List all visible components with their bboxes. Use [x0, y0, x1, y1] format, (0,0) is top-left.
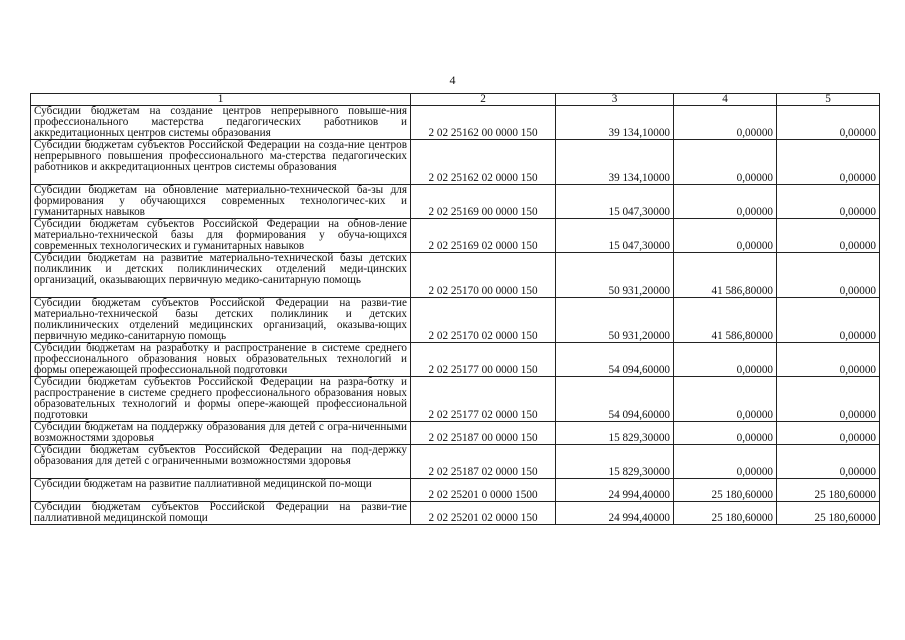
row-budget-code: 2 02 25170 00 0000 150 — [411, 253, 556, 298]
row-value-col5: 0,00000 — [777, 445, 880, 479]
row-budget-code: 2 02 25187 02 0000 150 — [411, 445, 556, 479]
row-description: Субсидии бюджетам субъектов Российской Федерации на созда-ние центров непрерывного повышения профессионального ма-стерства педагогических работников и аккредитационных центров системы образования — [31, 140, 411, 185]
row-value-col5: 0,00000 — [777, 106, 880, 140]
row-budget-code: 2 02 25177 02 0000 150 — [411, 377, 556, 422]
row-value-col5: 0,00000 — [777, 185, 880, 219]
row-value-col4: 0,00000 — [674, 185, 777, 219]
row-budget-code: 2 02 25201 0 0000 1500 — [411, 479, 556, 502]
row-description: Субсидии бюджетам на создание центров непрерывного повыше-ния профессионального мастерства педагогических работников и аккредитационных центров системы образования — [31, 106, 411, 140]
row-value-col4: 41 586,80000 — [674, 298, 777, 343]
row-value-col3: 15 829,30000 — [556, 445, 674, 479]
column-header-3: 3 — [556, 94, 674, 106]
row-description: Субсидии бюджетам субъектов Российской Федерации на обнов-ление материально-технической базы для формирования у обуча-ющихся современных технологических и гуманитарных навыков — [31, 219, 411, 253]
row-value-col5: 0,00000 — [777, 422, 880, 445]
column-header-4: 4 — [674, 94, 777, 106]
table-row — [31, 502, 880, 525]
row-value-col4: 25 180,60000 — [674, 502, 777, 525]
table-row — [31, 140, 880, 185]
row-description: Субсидии бюджетам субъектов Российской Федерации на разви-тие материально-технической базы детских поликлиник и детских поликлинических отделений медицинских организаций, оказыва-ющих первичную медико-санитарную помощь — [31, 298, 411, 343]
row-value-col4: 41 586,80000 — [674, 253, 777, 298]
row-value-col4: 0,00000 — [674, 106, 777, 140]
row-budget-code: 2 02 25187 00 0000 150 — [411, 422, 556, 445]
table-header-row — [31, 94, 880, 106]
table-row — [31, 422, 880, 445]
row-value-col3: 54 094,60000 — [556, 343, 674, 377]
row-value-col5: 25 180,60000 — [777, 502, 880, 525]
column-header-5: 5 — [777, 94, 880, 106]
row-value-col5: 0,00000 — [777, 219, 880, 253]
row-value-col3: 24 994,40000 — [556, 479, 674, 502]
row-value-col5: 0,00000 — [777, 298, 880, 343]
row-description: Субсидии бюджетам на развитие материально-технической базы детских поликлиник и детских поликлинических отделений меди-цинских организаций, оказывающих первичную медико-санитарную помощь — [31, 253, 411, 298]
row-value-col3: 54 094,60000 — [556, 377, 674, 422]
row-value-col5: 0,00000 — [777, 343, 880, 377]
table-row — [31, 377, 880, 422]
row-description: Субсидии бюджетам на развитие паллиативной медицинской по-мощи — [31, 479, 411, 502]
table-row — [31, 445, 880, 479]
row-value-col4: 0,00000 — [674, 422, 777, 445]
row-value-col5: 0,00000 — [777, 377, 880, 422]
row-value-col3: 15 047,30000 — [556, 219, 674, 253]
row-value-col3: 15 829,30000 — [556, 422, 674, 445]
table-row — [31, 253, 880, 298]
row-description: Субсидии бюджетам на поддержку образования для детей с огра-ниченными возможностями здоровья — [31, 422, 411, 445]
page-number: 4 — [449, 73, 456, 87]
row-value-col3: 50 931,20000 — [556, 298, 674, 343]
row-value-col3: 24 994,40000 — [556, 502, 674, 525]
row-budget-code: 2 02 25162 00 0000 150 — [411, 106, 556, 140]
column-header-1: 1 — [31, 94, 411, 106]
row-description: Субсидии бюджетам на разработку и распространение в системе среднего профессионального образования новых образовательных технологий и формы опережающей профессиональной подготовки — [31, 343, 411, 377]
budget-table — [30, 93, 880, 525]
row-value-col3: 39 134,10000 — [556, 140, 674, 185]
row-value-col3: 50 931,20000 — [556, 253, 674, 298]
column-header-2: 2 — [411, 94, 556, 106]
row-value-col4: 0,00000 — [674, 140, 777, 185]
row-value-col4: 25 180,60000 — [674, 479, 777, 502]
row-value-col4: 0,00000 — [674, 445, 777, 479]
table-row — [31, 298, 880, 343]
row-description: Субсидии бюджетам субъектов Российской Федерации на разра-ботку и распространение в системе среднего профессионального образования новых образовательных технологий и формы опере-жающей профессиональной подготовки — [31, 377, 411, 422]
row-budget-code: 2 02 25169 00 0000 150 — [411, 185, 556, 219]
row-budget-code: 2 02 25177 00 0000 150 — [411, 343, 556, 377]
row-value-col5: 25 180,60000 — [777, 479, 880, 502]
row-value-col5: 0,00000 — [777, 140, 880, 185]
row-value-col4: 0,00000 — [674, 219, 777, 253]
row-budget-code: 2 02 25169 02 0000 150 — [411, 219, 556, 253]
row-value-col4: 0,00000 — [674, 343, 777, 377]
row-description: Субсидии бюджетам на обновление материально-технической ба-зы для формирования у обучающихся современных технологичес-ких и гуманитарных навыков — [31, 185, 411, 219]
table-row — [31, 106, 880, 140]
table-row — [31, 343, 880, 377]
row-budget-code: 2 02 25162 02 0000 150 — [411, 140, 556, 185]
row-budget-code: 2 02 25170 02 0000 150 — [411, 298, 556, 343]
row-value-col5: 0,00000 — [777, 253, 880, 298]
row-description: Субсидии бюджетам субъектов Российской Федерации на разви-тие паллиативной медицинской помощи — [31, 502, 411, 525]
row-value-col3: 39 134,10000 — [556, 106, 674, 140]
table-row — [31, 219, 880, 253]
table-row — [31, 479, 880, 502]
table-row — [31, 185, 880, 219]
row-description: Субсидии бюджетам субъектов Российской Федерации на под-держку образования для детей с ограниченными возможностями здоровья — [31, 445, 411, 479]
row-value-col3: 15 047,30000 — [556, 185, 674, 219]
row-budget-code: 2 02 25201 02 0000 150 — [411, 502, 556, 525]
row-value-col4: 0,00000 — [674, 377, 777, 422]
